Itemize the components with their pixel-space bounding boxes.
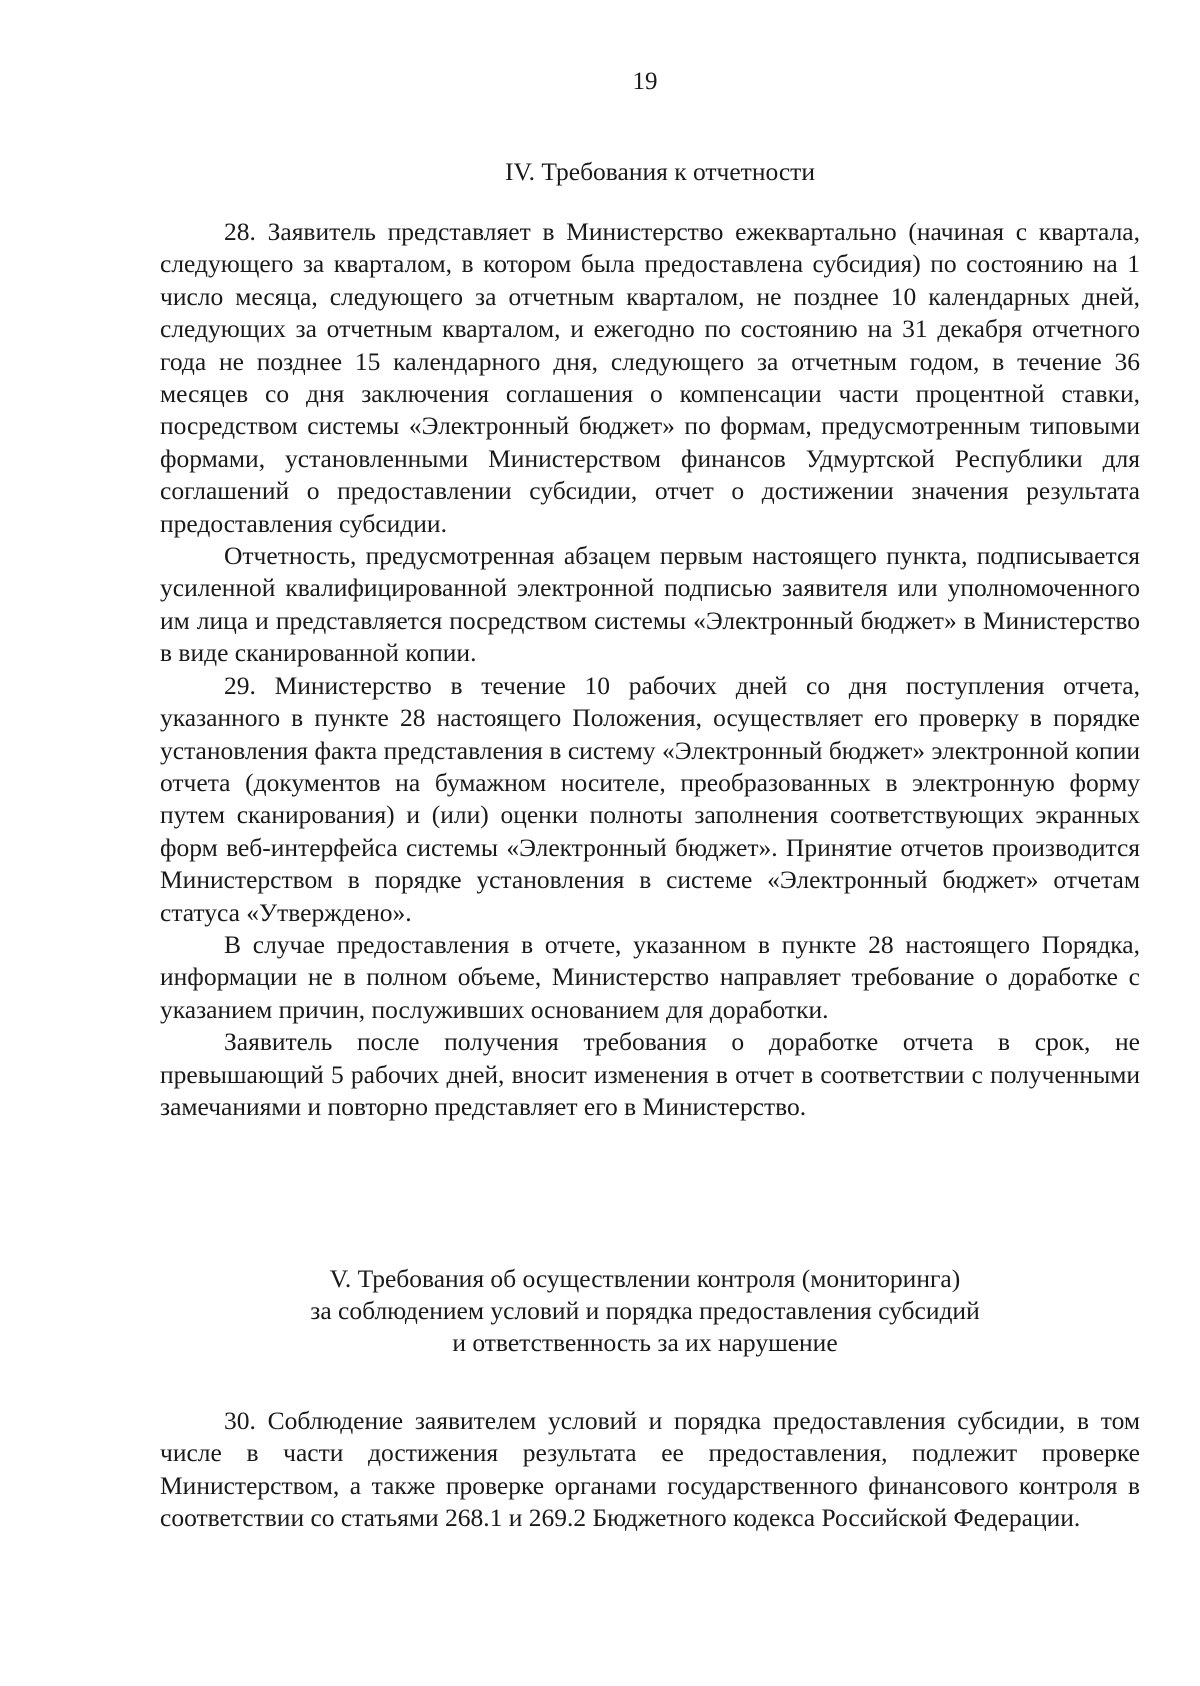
section-v-heading-line-1: V. Требования об осуществлении контроля (мониторинга) xyxy=(329,1264,961,1293)
section-v-heading-line-2: за соблюдением условий и порядка предоставления субсидий xyxy=(310,1296,980,1325)
page-number: 19 xyxy=(632,68,658,95)
section-v-heading-line-3: и ответственность за их нарушение xyxy=(452,1328,838,1357)
paragraph-29-revision: Заявитель после получения требования о доработке отчета в срок, не превышающий 5 рабочих дней, вносит изменения в отчет в соответствии с полученными замечаниями и повторно представляет его в Министерство. xyxy=(160,1027,1140,1121)
paragraph-29: 29. Министерство в течение 10 рабочих дней со дня поступления отчета, указанного в пункте 28 настоящего Положения, осуществляет его проверку в порядке установления факта представления в систему «Электронный бюджет» электронной копии отчета (документов на бумажном носителе, преобразованных в электронную форму путем сканирования) и (или) оценки полноты заполнения соответствующих экранных форм веб-интерфейса системы «Электронный бюджет». Принятие отчетов производится Министерством в порядке установления в системе «Электронный бюджет» отчетам статуса «Утверждено». xyxy=(160,670,1140,927)
section-iv-heading: IV. Требования к отчетности xyxy=(505,157,815,186)
paragraph-29-incomplete: В случае предоставления в отчете, указанном в пункте 28 настоящего Порядка, информации не в полном объеме, Министерство направляет требование о доработке с указанием причин, послуживших основанием для доработки. xyxy=(160,929,1140,1024)
paragraph-28-reporting: Отчетность, предусмотренная абзацем первым настоящего пункта, подписывается усиленной квалифицированной электронной подписью заявителя или уполномоченного им лица и представляется посредством системы «Электронный бюджет» в Министерство в виде сканированной копии. xyxy=(160,541,1140,668)
section-v-body xyxy=(160,1405,1140,1535)
section-v-heading xyxy=(160,1263,1130,1359)
paragraph-28: 28. Заявитель представляет в Министерство ежеквартально (начиная с квартала, следующего за кварталом, в котором была предоставлена субсидия) по состоянию на 1 число месяца, следующего за отчетным кварталом, не позднее 10 календарных дней, следующих за отчетным кварталом, и ежегодно по состоянию на 31 декабря отчетного года не позднее 15 календарного дня, следующего за отчетным годом, в течение 36 месяцев со дня заключения соглашения о компенсации части процентной ставки, посредством системы «Электронный бюджет» по формам, предусмотренным типовыми формами, установленными Министерством финансов Удмуртской Республики для соглашений о предоставлении субсидии, отчет о достижении значения результата предоставления субсидии. xyxy=(160,217,1140,538)
paragraph-30: 30. Соблюдение заявителем условий и порядка предоставления субсидии, в том числе в части достижения результата ее предоставления, подлежит проверке Министерством, а также проверке органами государственного финансового контроля в соответствии со статьями 268.1 и 269.2 Бюджетного кодекса Российской Федерации. xyxy=(160,1406,1140,1533)
section-iv-body xyxy=(160,216,1140,1123)
